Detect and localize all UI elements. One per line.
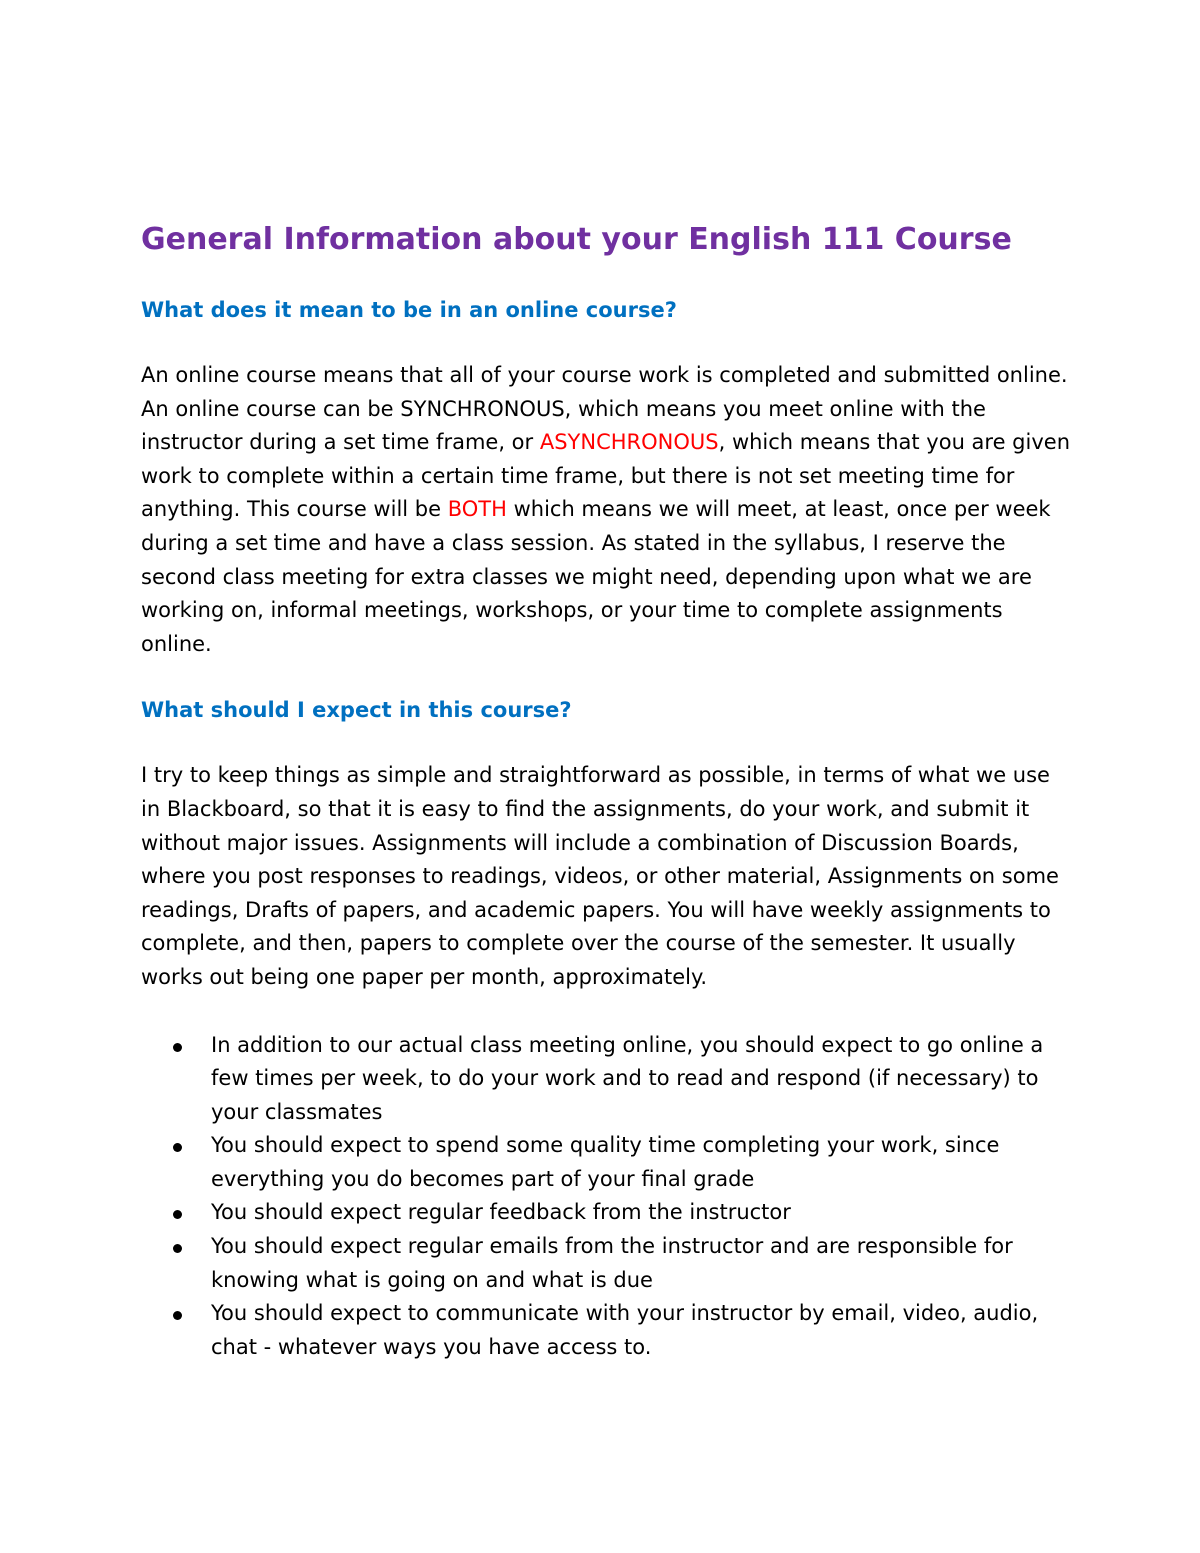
list-item-text: You should expect to spend some quality time completing your work, since everything you do becomes part of your final grade (211, 1133, 1000, 1191)
list-item-text: You should expect regular feedback from the instructor (211, 1200, 791, 1225)
bullet-icon (173, 1043, 182, 1052)
emphasis-both: BOTH (447, 497, 507, 522)
bullet-icon (173, 1311, 182, 1320)
paragraph-text: An online course means that all of your course work is completed and submitted online. An online course can be SYNCHRONOUS, which means you meet online with the instructor during a set time frame, or (141, 363, 1068, 455)
emphasis-asynchronous: ASYNCHRONOUS (539, 430, 719, 455)
document-body (141, 218, 1071, 1364)
paragraph-online-course (141, 359, 1071, 661)
list-item (141, 1029, 1071, 1130)
list-item (141, 1196, 1071, 1230)
section-heading-expectations: What should I expect in this course? (141, 698, 572, 723)
list-item-text: You should expect to communicate with your instructor by email, video, audio, chat - whatever ways you have access to. (211, 1301, 1039, 1359)
paragraph-text: , which means that you are given work to complete within a certain time frame, but there is not set meeting time for anything. This course will be (141, 430, 1071, 522)
document-title: General Information about your English 111 Course (141, 222, 1012, 257)
list-item (141, 1230, 1071, 1297)
section-heading-online-course: What does it mean to be in an online course? (141, 298, 677, 322)
list-item-text: You should expect regular emails from the instructor and are responsible for knowing what is going on and what is due (211, 1234, 1013, 1292)
bullet-icon (173, 1244, 182, 1253)
list-item (141, 1129, 1071, 1196)
bullet-icon (173, 1210, 182, 1219)
list-item (141, 1297, 1071, 1364)
bullet-icon (173, 1143, 182, 1152)
list-item-text: In addition to our actual class meeting online, you should expect to go online a few times per week, to do your work and to read and respond (if necessary) to your classmates (211, 1032, 1044, 1124)
paragraph-expectations: I try to keep things as simple and straightforward as possible, in terms of what we use in Blackboard, so that it is easy to find the assignments, do your work, and submit it without major issues. Assignments will include a combination of Discussion Boards, where you post responses to readings, videos, or other material, Assignments on some readings, Drafts of papers, and academic papers. You will have weekly assignments to complete, and then, papers to complete over the course of the semester. It usually works out being one paper per month, approximately. (141, 763, 1059, 989)
paragraph-text: which means we will meet, at least, once per week during a set time and have a class session. As stated in the syllabus, I reserve the second class meeting for extra classes we might need, depending upon what we are working on, informal meetings, workshops, or your time to complete assignments online. (141, 497, 1051, 656)
expectations-list (141, 1029, 1071, 1365)
